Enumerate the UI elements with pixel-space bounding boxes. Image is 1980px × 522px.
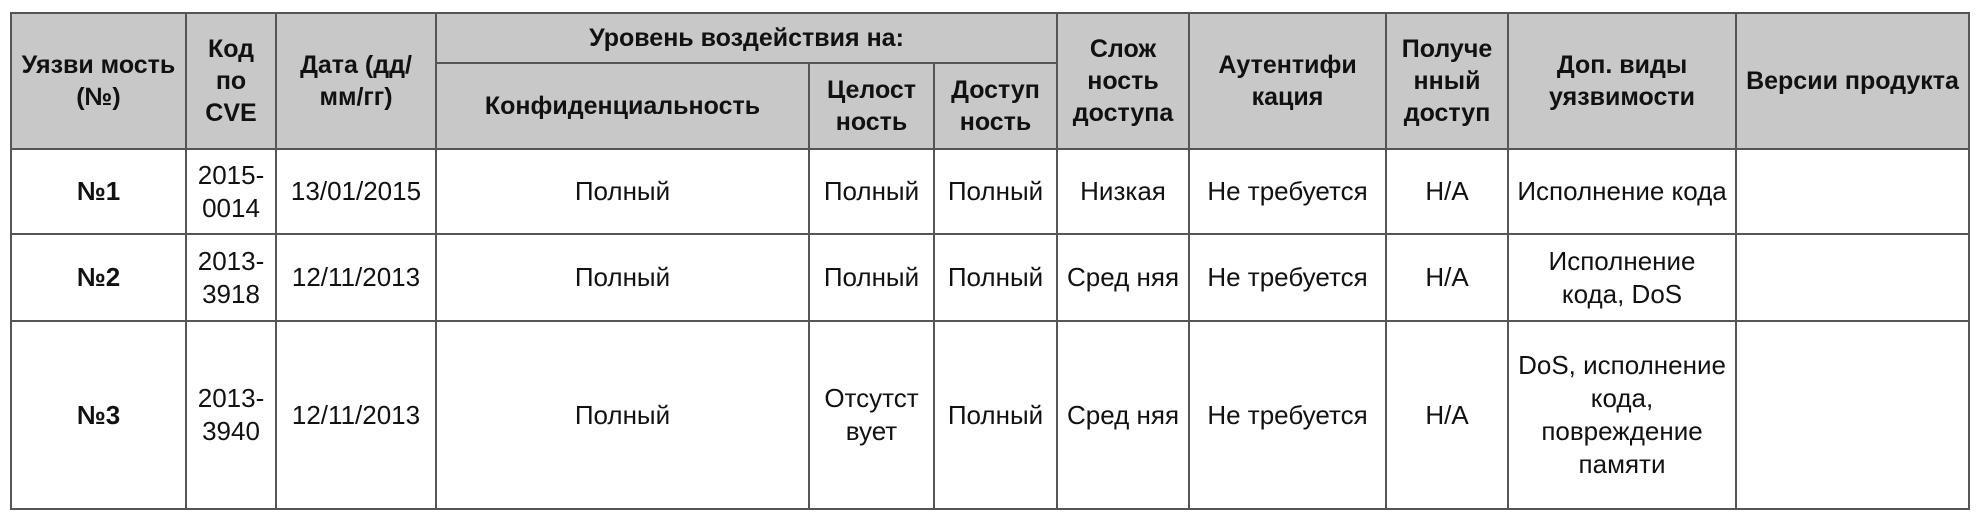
cell-date: 12/11/2013 [276,234,436,321]
cell-cve-code: 2013-3918 [186,234,276,321]
cell-vulnerability: №3 [11,321,186,509]
cell-gained-access: Н/А [1386,321,1508,509]
cell-confidentiality: Полный [436,321,809,509]
cell-cve-code: 2015-0014 [186,149,276,234]
cell-vulnerability-types: DoS, исполнение кода, повреждение памяти [1508,321,1736,509]
vulnerability-table [10,12,1970,510]
cell-access-complexity: Сред няя [1057,321,1189,509]
cell-confidentiality: Полный [436,234,809,321]
cell-availability: Полный [934,149,1057,234]
cell-vulnerability-types: Исполнение кода, DoS [1508,234,1736,321]
header-date: Дата (дд/ мм/гг) [276,13,436,149]
header-availability: Доступ ность [934,63,1057,149]
cell-integrity: Полный [809,149,934,234]
cell-access-complexity: Низкая [1057,149,1189,234]
cell-authentication: Не требуется [1189,234,1386,321]
header-vulnerability: Уязви мость (№) [11,13,186,149]
cell-integrity: Полный [809,234,934,321]
cell-confidentiality: Полный [436,149,809,234]
header-impact-group: Уровень воздействия на: [436,13,1057,63]
header-authentication: Аутентифи кация [1189,13,1386,149]
header-confidentiality: Конфиденциальность [436,63,809,149]
header-vulnerability-types: Доп. виды уязвимости [1508,13,1736,149]
cell-vulnerability-types: Исполнение кода [1508,149,1736,234]
header-product-versions: Версии продукта [1736,13,1969,149]
vulnerability-table-container [10,12,1970,510]
cell-availability: Полный [934,234,1057,321]
cell-product-versions [1736,149,1969,234]
cell-availability: Полный [934,321,1057,509]
cell-date: 13/01/2015 [276,149,436,234]
cell-date: 12/11/2013 [276,321,436,509]
cell-authentication: Не требуется [1189,321,1386,509]
table-row [11,234,1969,321]
cell-cve-code: 2013-3940 [186,321,276,509]
cell-integrity: Отсутст вует [809,321,934,509]
cell-gained-access: Н/А [1386,149,1508,234]
header-gained-access: Получе нный доступ [1386,13,1508,149]
header-access-complexity: Слож ность доступа [1057,13,1189,149]
header-integrity: Целост ность [809,63,934,149]
cell-authentication: Не требуется [1189,149,1386,234]
cell-access-complexity: Сред няя [1057,234,1189,321]
table-header [11,13,1969,149]
table-row [11,149,1969,234]
cell-vulnerability: №2 [11,234,186,321]
cell-vulnerability: №1 [11,149,186,234]
cell-gained-access: Н/А [1386,234,1508,321]
table-body [11,149,1969,509]
cell-product-versions [1736,234,1969,321]
table-row [11,321,1969,509]
cell-product-versions [1736,321,1969,509]
header-cve-code: Код по CVE [186,13,276,149]
